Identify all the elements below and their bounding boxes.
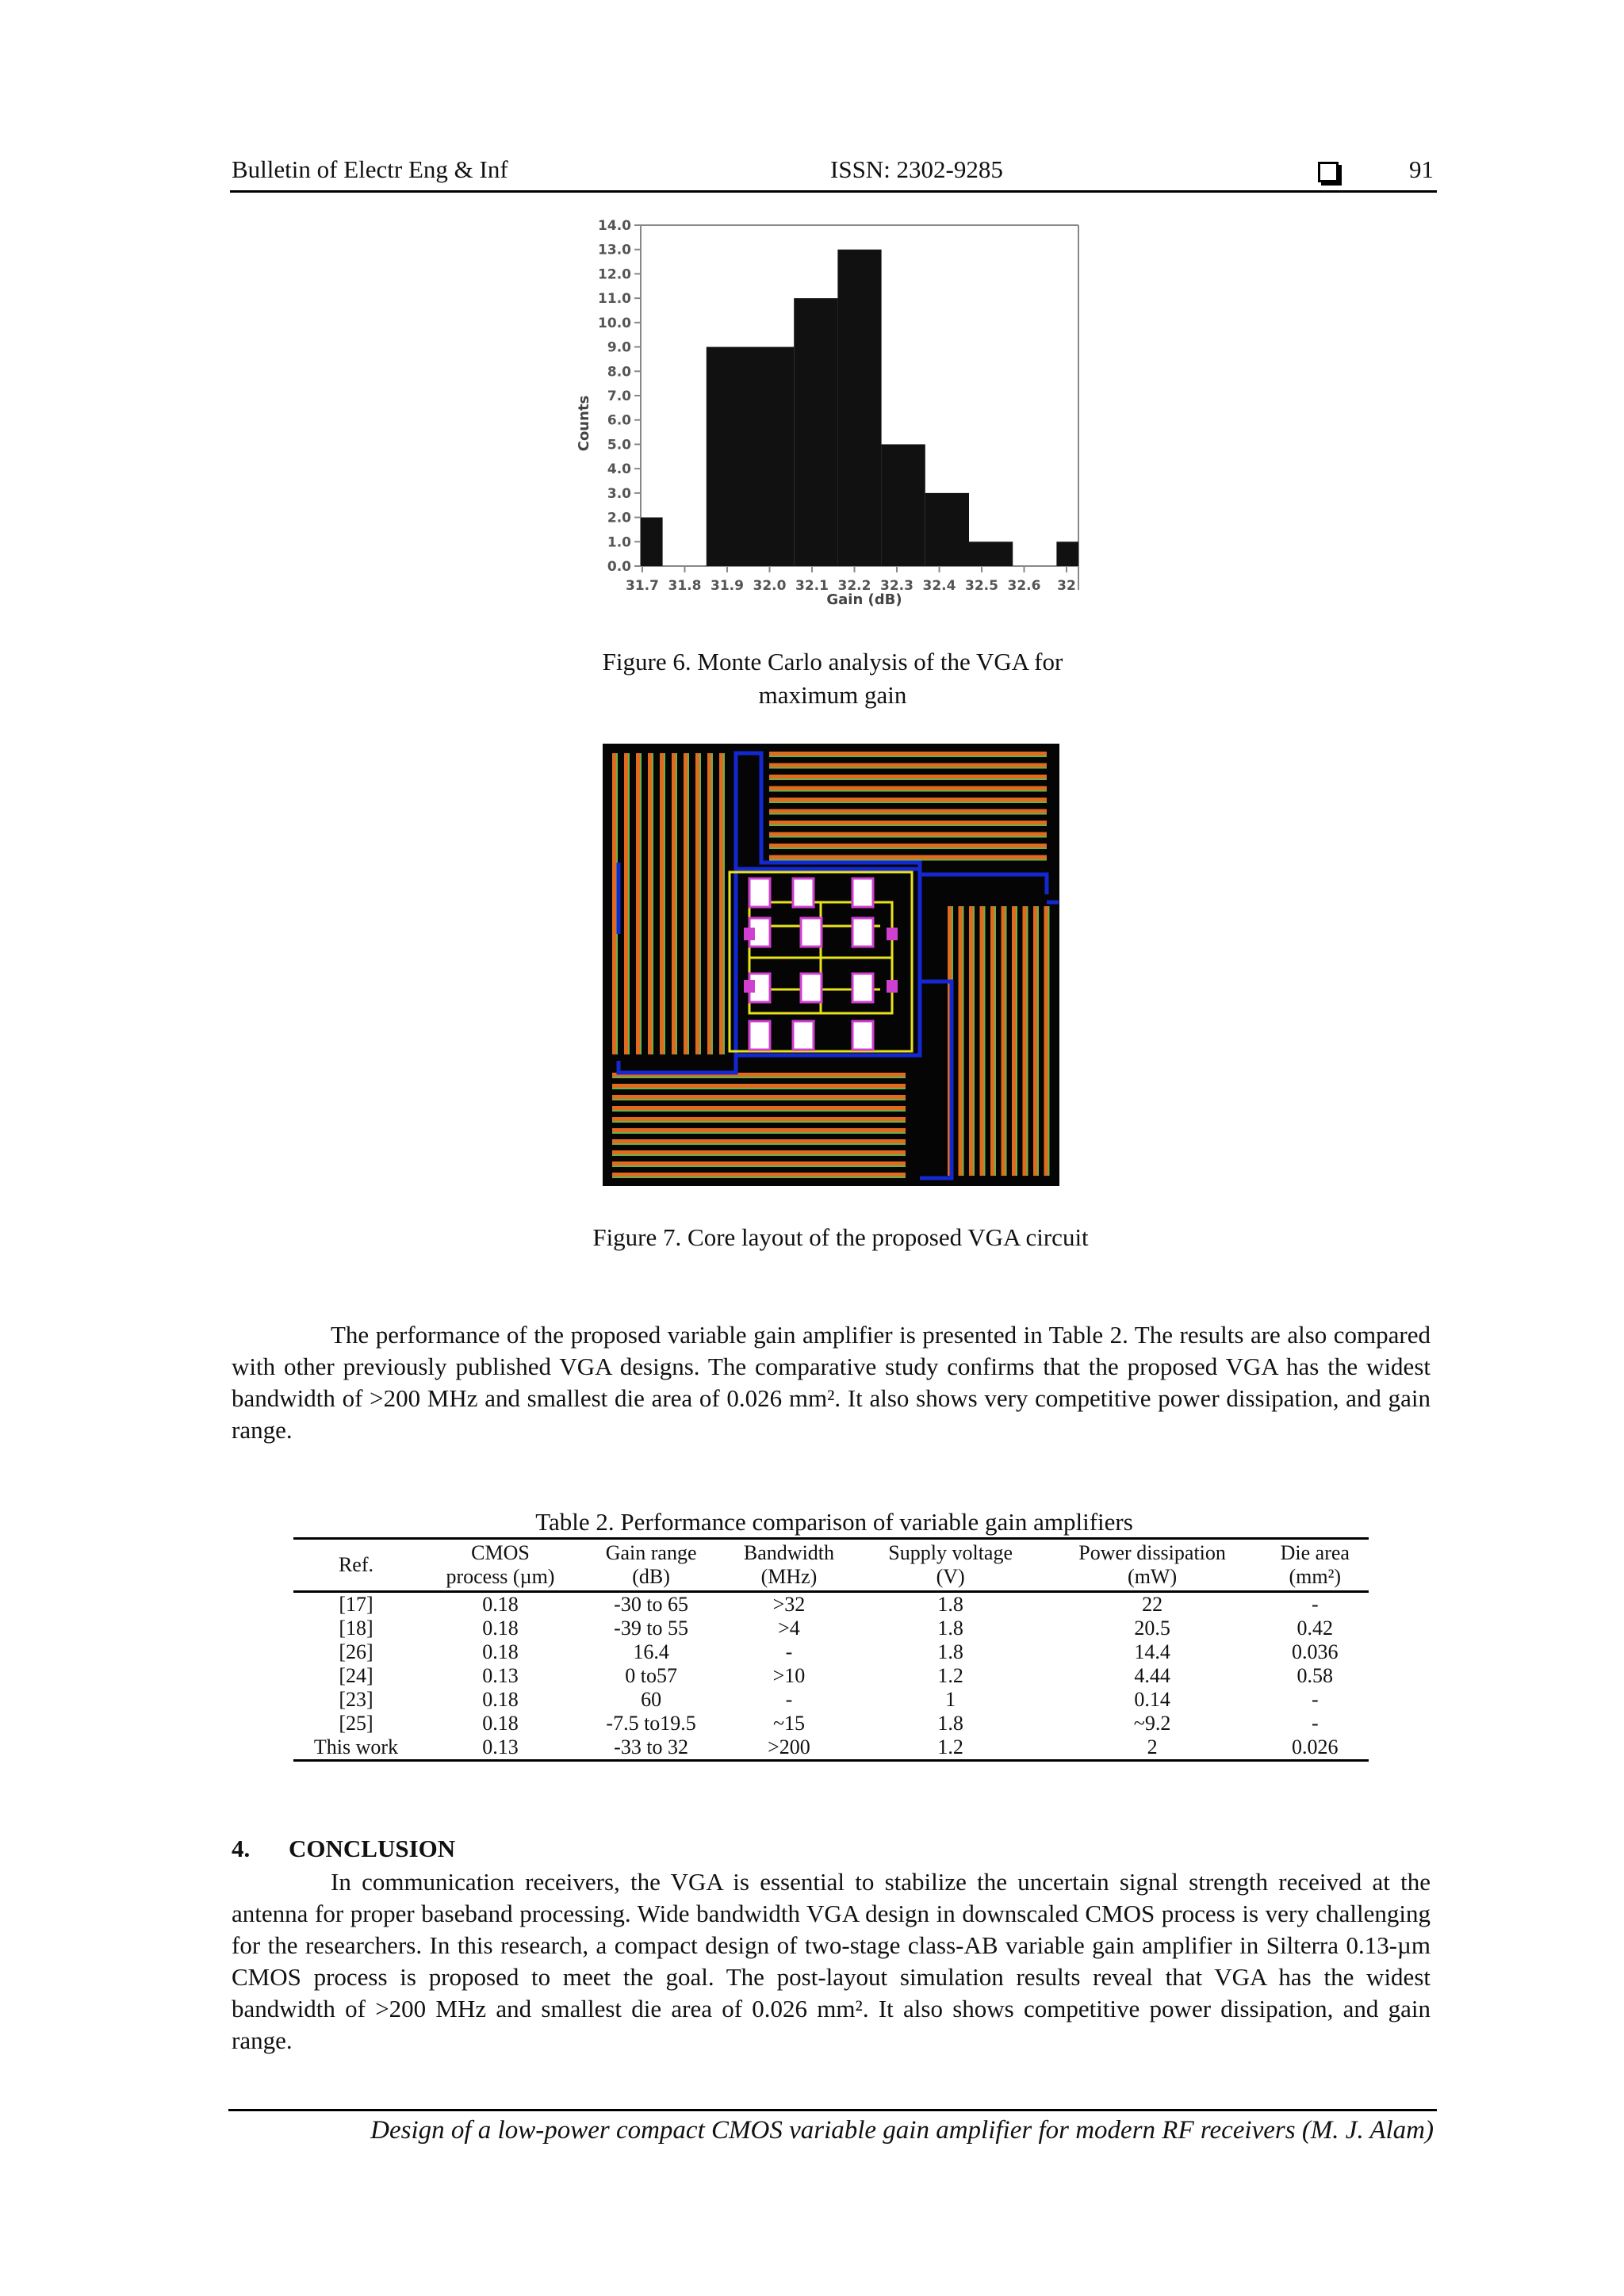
diffusion-stripe xyxy=(769,825,1047,826)
poly-stripe xyxy=(980,906,984,1176)
histogram-bar xyxy=(641,518,663,566)
x-tick-label: 32.3 xyxy=(880,578,914,594)
diffusion-stripe xyxy=(769,802,1047,803)
table-cell: 0.18 xyxy=(482,1640,519,1663)
table-cell: [23] xyxy=(339,1688,373,1711)
section-heading xyxy=(232,1835,455,1863)
poly-stripe xyxy=(959,906,963,1176)
figure-7-core-layout xyxy=(603,744,1059,1186)
x-tick-label: 31.7 xyxy=(626,578,659,594)
table-cell: - xyxy=(1311,1593,1319,1616)
table-header-text: Power dissipation xyxy=(1078,1541,1226,1564)
diffusion-stripe xyxy=(769,836,1047,838)
poly-stripe xyxy=(1033,906,1037,1176)
figure-6-caption xyxy=(523,645,1142,712)
table-row xyxy=(293,1735,1369,1761)
figure-7-caption: Figure 7. Core layout of the proposed VGA circuit xyxy=(592,1223,1089,1251)
table-cell: [24] xyxy=(339,1664,373,1687)
histogram-bar xyxy=(925,493,969,566)
section-title: CONCLUSION xyxy=(289,1835,456,1862)
table-row xyxy=(293,1712,1369,1735)
table-cell: 0.13 xyxy=(482,1735,519,1758)
performance-table xyxy=(293,1537,1369,1762)
diffusion-stripe xyxy=(723,753,725,1054)
poly-stripe xyxy=(719,753,723,1054)
y-tick-label: 11.0 xyxy=(598,291,631,308)
histogram-bar xyxy=(969,541,1013,566)
y-tick-label: 1.0 xyxy=(607,534,631,551)
table-header xyxy=(293,1539,1369,1592)
checkbox-square-icon xyxy=(1318,162,1339,182)
histogram-bar xyxy=(837,250,881,566)
table-cell: >10 xyxy=(772,1664,806,1687)
y-tick-label: 8.0 xyxy=(607,364,631,381)
x-tick-label: 32.0 xyxy=(753,578,787,594)
diffusion-stripe xyxy=(769,859,1047,861)
table-cell: 0.026 xyxy=(1292,1735,1339,1758)
table-cell: 4.44 xyxy=(1134,1664,1170,1687)
diffusion-stripe xyxy=(612,1154,906,1156)
diffusion-stripe xyxy=(688,753,689,1054)
y-tick-label: 5.0 xyxy=(607,437,631,453)
diffusion-stripe xyxy=(769,813,1047,815)
table-cell: 0.14 xyxy=(1134,1688,1170,1711)
y-tick-label: 14.0 xyxy=(598,218,631,234)
poly-stripe xyxy=(1002,906,1005,1176)
table-header-text: CMOS xyxy=(471,1541,530,1564)
table-cell: >32 xyxy=(772,1593,806,1616)
contact-pad xyxy=(744,928,755,940)
table-cell: -39 to 55 xyxy=(614,1617,689,1640)
table-cell: 60 xyxy=(641,1688,662,1711)
table-header-cell xyxy=(419,1539,582,1592)
x-axis-label: Gain (dB) xyxy=(826,591,902,608)
diffusion-stripe xyxy=(612,1110,906,1112)
table-header-text: Supply voltage xyxy=(888,1541,1013,1564)
table-cell: 1.8 xyxy=(937,1617,963,1640)
x-tick-label: 32.4 xyxy=(922,578,956,594)
poly-stripe xyxy=(684,753,688,1054)
transistor-cell xyxy=(749,1021,770,1050)
table-row xyxy=(293,1664,1369,1688)
y-tick-label: 10.0 xyxy=(598,315,631,331)
x-tick-label: 32 xyxy=(1057,578,1076,594)
x-tick-label: 31.9 xyxy=(710,578,744,594)
diffusion-stripe xyxy=(652,753,653,1054)
poly-stripe xyxy=(612,1150,906,1154)
poly-stripe xyxy=(769,809,1047,813)
poly-stripe xyxy=(769,798,1047,802)
diffusion-stripe xyxy=(1027,906,1028,1176)
y-axis-label: Counts xyxy=(576,395,592,452)
table-cell: -7.5 to19.5 xyxy=(606,1712,696,1735)
table-cell: -30 to 65 xyxy=(614,1593,689,1616)
results-paragraph xyxy=(232,1319,1431,1446)
diffusion-stripe xyxy=(1005,906,1007,1176)
poly-stripe xyxy=(648,753,652,1054)
histogram-bar xyxy=(750,347,794,566)
table-cell: 1.8 xyxy=(937,1593,963,1616)
conclusion-paragraph-text: In communication receivers, the VGA is essential to stabilize the uncertain signal strength received at the antenna for proper baseband processing. Wide bandwidth VGA design in downscaled CMOS process is very challenging for the researchers. In this research, a compact design of two-stage class-AB variable gain amplifier in Silterra 0.13-µm CMOS process is proposed to meet the goal. The post-layout simulation results reveal that VGA has the widest bandwidth of >200 MHz and smallest die area of 0.026 mm². It also shows competitive power dissipation, and gain range. xyxy=(232,1868,1431,2054)
histogram-bar xyxy=(1056,541,1078,566)
poly-stripe xyxy=(1023,906,1027,1176)
table-cell: -33 to 32 xyxy=(614,1735,689,1758)
table-cell: >200 xyxy=(768,1735,810,1758)
table-cell: 1.8 xyxy=(937,1712,963,1735)
diffusion-stripe xyxy=(1048,906,1050,1176)
diffusion-stripe xyxy=(769,767,1047,769)
diffusion-stripe xyxy=(612,1132,906,1134)
poly-stripe xyxy=(612,1117,906,1121)
transistor-cell xyxy=(852,1021,873,1050)
poly-stripe xyxy=(660,753,664,1054)
table-header-cell xyxy=(1262,1539,1369,1592)
table-cell: [17] xyxy=(339,1593,373,1616)
table-header-text: (mm²) xyxy=(1289,1565,1342,1588)
table-cell: 0.58 xyxy=(1297,1664,1334,1687)
diffusion-stripe xyxy=(699,753,701,1054)
transistor-cell xyxy=(793,878,814,907)
poly-stripe xyxy=(636,753,640,1054)
histogram-bar xyxy=(882,444,925,566)
poly-stripe xyxy=(612,1128,906,1132)
table-header-cell xyxy=(293,1539,419,1592)
poly-stripe xyxy=(769,763,1047,767)
poly-stripe xyxy=(612,1161,906,1165)
table-cell: >4 xyxy=(778,1617,800,1640)
table-header-cell xyxy=(582,1539,720,1592)
diffusion-stripe xyxy=(769,848,1047,849)
table-header-text: (MHz) xyxy=(760,1565,818,1588)
diffusion-stripe xyxy=(769,790,1047,792)
table-header-text: Bandwidth xyxy=(743,1541,835,1564)
table-cell: 1.2 xyxy=(937,1735,963,1758)
poly-stripe xyxy=(1044,906,1048,1176)
journal-name: Bulletin of Electr Eng & Inf xyxy=(232,155,508,183)
footer-text: Design of a low-power compact CMOS variable gain amplifier for modern RF receivers (M. J. Alam) xyxy=(370,2116,1434,2145)
table-cell: 1.8 xyxy=(937,1640,963,1663)
x-tick-label: 32.1 xyxy=(795,578,829,594)
table-cell: 16.4 xyxy=(633,1640,669,1663)
y-tick-label: 6.0 xyxy=(607,412,631,429)
poly-stripe xyxy=(990,906,994,1176)
table-cell: - xyxy=(1311,1712,1319,1735)
transistor-cell xyxy=(852,974,873,1002)
diffusion-stripe xyxy=(640,753,642,1054)
y-tick-labels xyxy=(598,218,641,575)
table-row xyxy=(293,1640,1369,1664)
diffusion-stripe xyxy=(1037,906,1039,1176)
table-cell: 1 xyxy=(945,1688,956,1711)
poly-stripe xyxy=(769,832,1047,836)
x-tick-label: 32.2 xyxy=(837,578,871,594)
table-header-row xyxy=(293,1539,1369,1592)
table-cell: 0.42 xyxy=(1297,1617,1334,1640)
table-cell: 22 xyxy=(1142,1593,1163,1616)
diffusion-stripe xyxy=(612,1077,906,1078)
table-cell: 0 to57 xyxy=(625,1664,677,1687)
results-paragraph-text: The performance of the proposed variable gain amplifier is presented in Table 2. The results are also compared with other previously published VGA designs. The comparative study confirms that the proposed VGA has the widest bandwidth of >200 MHz and smallest die area of 0.026 mm². It also shows very competitive power dissipation, and gain range. xyxy=(232,1321,1431,1444)
x-tick-labels xyxy=(626,566,1076,594)
table-cell: 2 xyxy=(1147,1735,1158,1758)
table-2-caption: Table 2. Performance comparison of variable gain amplifiers xyxy=(535,1508,1133,1536)
table-header-text: (mW) xyxy=(1128,1565,1178,1588)
transistor-cell xyxy=(749,878,770,907)
table-row xyxy=(293,1617,1369,1640)
poly-stripe xyxy=(769,786,1047,790)
poly-stripe xyxy=(769,775,1047,779)
transistor-cell xyxy=(793,1021,814,1050)
conclusion-paragraph xyxy=(232,1866,1431,2057)
poly-stripe xyxy=(612,1084,906,1088)
table-cell: 0.036 xyxy=(1292,1640,1339,1663)
diffusion-stripe xyxy=(963,906,964,1176)
poly-stripe xyxy=(612,1095,906,1099)
diffusion-stripe xyxy=(612,1121,906,1123)
table-cell: 0.18 xyxy=(482,1688,519,1711)
table-header-text: (V) xyxy=(936,1565,965,1588)
diffusion-stripe xyxy=(984,906,986,1176)
table-header-text: (dB) xyxy=(632,1565,670,1588)
poly-stripe xyxy=(612,753,616,1054)
diffusion-stripe xyxy=(612,1177,906,1178)
table-cell: - xyxy=(785,1688,793,1711)
table-header-text: Die area xyxy=(1280,1541,1350,1564)
table-cell: ~9.2 xyxy=(1133,1712,1171,1735)
section-number: 4. xyxy=(232,1835,251,1862)
diffusion-stripe xyxy=(612,1143,906,1145)
y-tick-label: 2.0 xyxy=(607,510,631,526)
transistor-cell xyxy=(852,918,873,947)
histogram-bar xyxy=(794,298,837,566)
histogram-bars xyxy=(641,250,1078,566)
diffusion-stripe xyxy=(769,756,1047,757)
poly-stripe xyxy=(612,1139,906,1143)
diffusion-stripe xyxy=(664,753,665,1054)
y-tick-label: 3.0 xyxy=(607,485,631,502)
figure-6-caption-line1: Figure 6. Monte Carlo analysis of the VGA for xyxy=(602,648,1063,675)
contact-pad xyxy=(744,980,755,993)
table-header-text: Ref. xyxy=(338,1553,374,1576)
page-header xyxy=(230,155,1437,193)
table-cell: This work xyxy=(313,1735,399,1758)
diffusion-stripe xyxy=(628,753,630,1054)
contact-pad xyxy=(887,980,898,993)
issn: ISSN: 2302-9285 xyxy=(830,155,1003,183)
contact-pad xyxy=(887,928,898,940)
table-cell: - xyxy=(785,1640,793,1663)
y-tick-label: 4.0 xyxy=(607,461,631,478)
poly-stripe xyxy=(612,1173,906,1177)
table-header-text: Gain range xyxy=(605,1541,697,1564)
table-cell: 0.18 xyxy=(482,1593,519,1616)
figure-6-caption-line2: maximum gain xyxy=(758,681,907,709)
x-tick-label: 32.5 xyxy=(965,578,998,594)
poly-stripe xyxy=(969,906,973,1176)
table-cell: 20.5 xyxy=(1134,1617,1170,1640)
poly-stripe xyxy=(624,753,628,1054)
diffusion-stripe xyxy=(676,753,677,1054)
poly-stripe xyxy=(672,753,676,1054)
transistor-cell xyxy=(801,974,822,1002)
poly-stripe xyxy=(769,844,1047,848)
table-cell: [25] xyxy=(339,1712,373,1735)
table-body xyxy=(293,1592,1369,1761)
poly-stripe xyxy=(1012,906,1016,1176)
table-cell: ~15 xyxy=(772,1712,806,1735)
y-tick-label: 9.0 xyxy=(607,339,631,356)
y-tick-label: 13.0 xyxy=(598,242,631,258)
transistor-cell xyxy=(801,918,822,947)
table-cell: 0.13 xyxy=(482,1664,519,1687)
y-tick-label: 12.0 xyxy=(598,266,631,283)
table-cell: 0.18 xyxy=(482,1712,519,1735)
table-cell: [18] xyxy=(339,1617,373,1640)
table-cell: - xyxy=(1311,1688,1319,1711)
x-tick-label: 32.6 xyxy=(1007,578,1041,594)
histogram-bar xyxy=(707,347,750,566)
diffusion-stripe xyxy=(612,1165,906,1167)
table-header-text: process (µm) xyxy=(446,1565,555,1588)
table-header-cell xyxy=(1044,1539,1262,1592)
diffusion-stripe xyxy=(769,779,1047,780)
table-cell: 14.4 xyxy=(1134,1640,1170,1663)
table-cell: 0.18 xyxy=(482,1617,519,1640)
poly-stripe xyxy=(695,753,699,1054)
diffusion-stripe xyxy=(994,906,996,1176)
table-row xyxy=(293,1592,1369,1617)
table-cell: 1.2 xyxy=(937,1664,963,1687)
diffusion-stripe xyxy=(1016,906,1017,1176)
poly-stripe xyxy=(612,1106,906,1110)
poly-stripe xyxy=(769,821,1047,825)
page-footer xyxy=(228,2109,1437,2145)
table-header-cell xyxy=(720,1539,857,1592)
table-header-cell xyxy=(858,1539,1044,1592)
poly-stripe xyxy=(707,753,711,1054)
poly-stripe xyxy=(769,752,1047,756)
table-row xyxy=(293,1688,1369,1712)
page-number: 91 xyxy=(1409,155,1434,183)
poly-stripe xyxy=(769,855,1047,859)
figure-6-histogram xyxy=(571,216,1094,612)
transistor-cell xyxy=(852,878,873,907)
diffusion-stripe xyxy=(711,753,713,1054)
x-tick-label: 31.8 xyxy=(668,578,702,594)
y-tick-label: 7.0 xyxy=(607,388,631,404)
diffusion-stripe xyxy=(612,1099,906,1100)
diffusion-stripe xyxy=(612,1088,906,1089)
diffusion-stripe xyxy=(973,906,975,1176)
y-tick-label: 0.0 xyxy=(607,559,631,575)
table-cell: [26] xyxy=(339,1640,373,1663)
